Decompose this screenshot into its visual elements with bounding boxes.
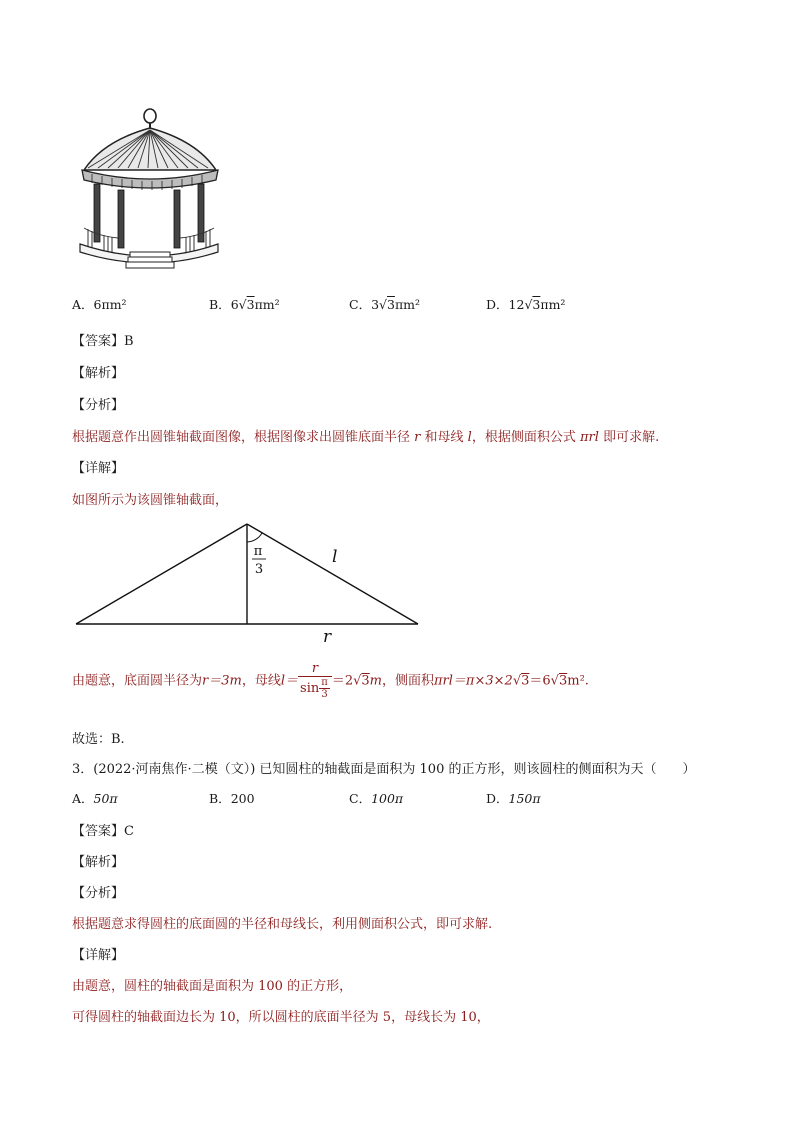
q3-answer-label: 【答案】C <box>72 824 134 839</box>
option-a: A．6πm² <box>72 297 127 312</box>
xiangjie-label: 【详解】 <box>72 461 125 476</box>
option-d: D．12√3πm² <box>486 297 566 312</box>
q3-option-d: D．150π <box>486 791 541 806</box>
option-b: B．6√3πm² <box>209 297 280 312</box>
slant-fraction: r sin $\frac{\pi}{3}$ <box>298 662 332 700</box>
choose-text: 故选：B. <box>72 732 125 747</box>
angle-numerator: π <box>253 544 263 559</box>
q3-option-b: B．200 <box>209 791 255 806</box>
angle-denominator: 3 <box>254 562 264 577</box>
q3-xiangjie-label: 【详解】 <box>72 948 125 963</box>
q3-option-a: A．50π <box>72 791 118 806</box>
slant-label-l: l <box>332 547 338 567</box>
q3-analysis-text: 根据题意求得圆柱的底面圆的半径和母线长，利用侧面积公式，即可求解. <box>72 917 493 932</box>
option-c: C．3√3πm² <box>349 297 421 312</box>
q3-jiexi-label: 【解析】 <box>72 855 125 870</box>
q3-detail-line-2: 可得圆柱的轴截面边长为 10，所以圆柱的底面半径为 5，母线长为 10， <box>72 1010 490 1025</box>
fenxi-label: 【分析】 <box>72 398 125 413</box>
jiexi-label: 【解析】 <box>72 366 125 381</box>
q3-fenxi-label: 【分析】 <box>72 886 125 901</box>
q3-detail-line-1: 由题意，圆柱的轴截面是面积为 100 的正方形， <box>72 979 353 994</box>
q3-stem: 3．(2022·河南焦作·二模（文）) 已知圆柱的轴截面是面积为 100 的正方形，则该圆柱的侧面积为天（ ） <box>72 762 696 777</box>
q3-option-c: C．100π <box>349 791 404 806</box>
base-label-r: r <box>323 627 332 645</box>
cone-axial-section-diagram <box>70 520 426 645</box>
pavilion-illustration <box>78 104 220 270</box>
calculation-line: 由题意，底面圆半径为r＝3m，母线l＝ r sin $\frac{\pi}{3}$ ＝2√3m，侧面积πrl＝π×3×2√3＝6√3m². <box>72 661 589 701</box>
analysis-text: 根据题意作出圆锥轴截面图像，根据图像求出圆锥底面半径 r 和母线 l，根据侧面积公式 πrl 即可求解. <box>72 430 660 445</box>
answer-label: 【答案】B <box>72 334 134 349</box>
detail-text: 如图所示为该圆锥轴截面， <box>72 493 229 508</box>
